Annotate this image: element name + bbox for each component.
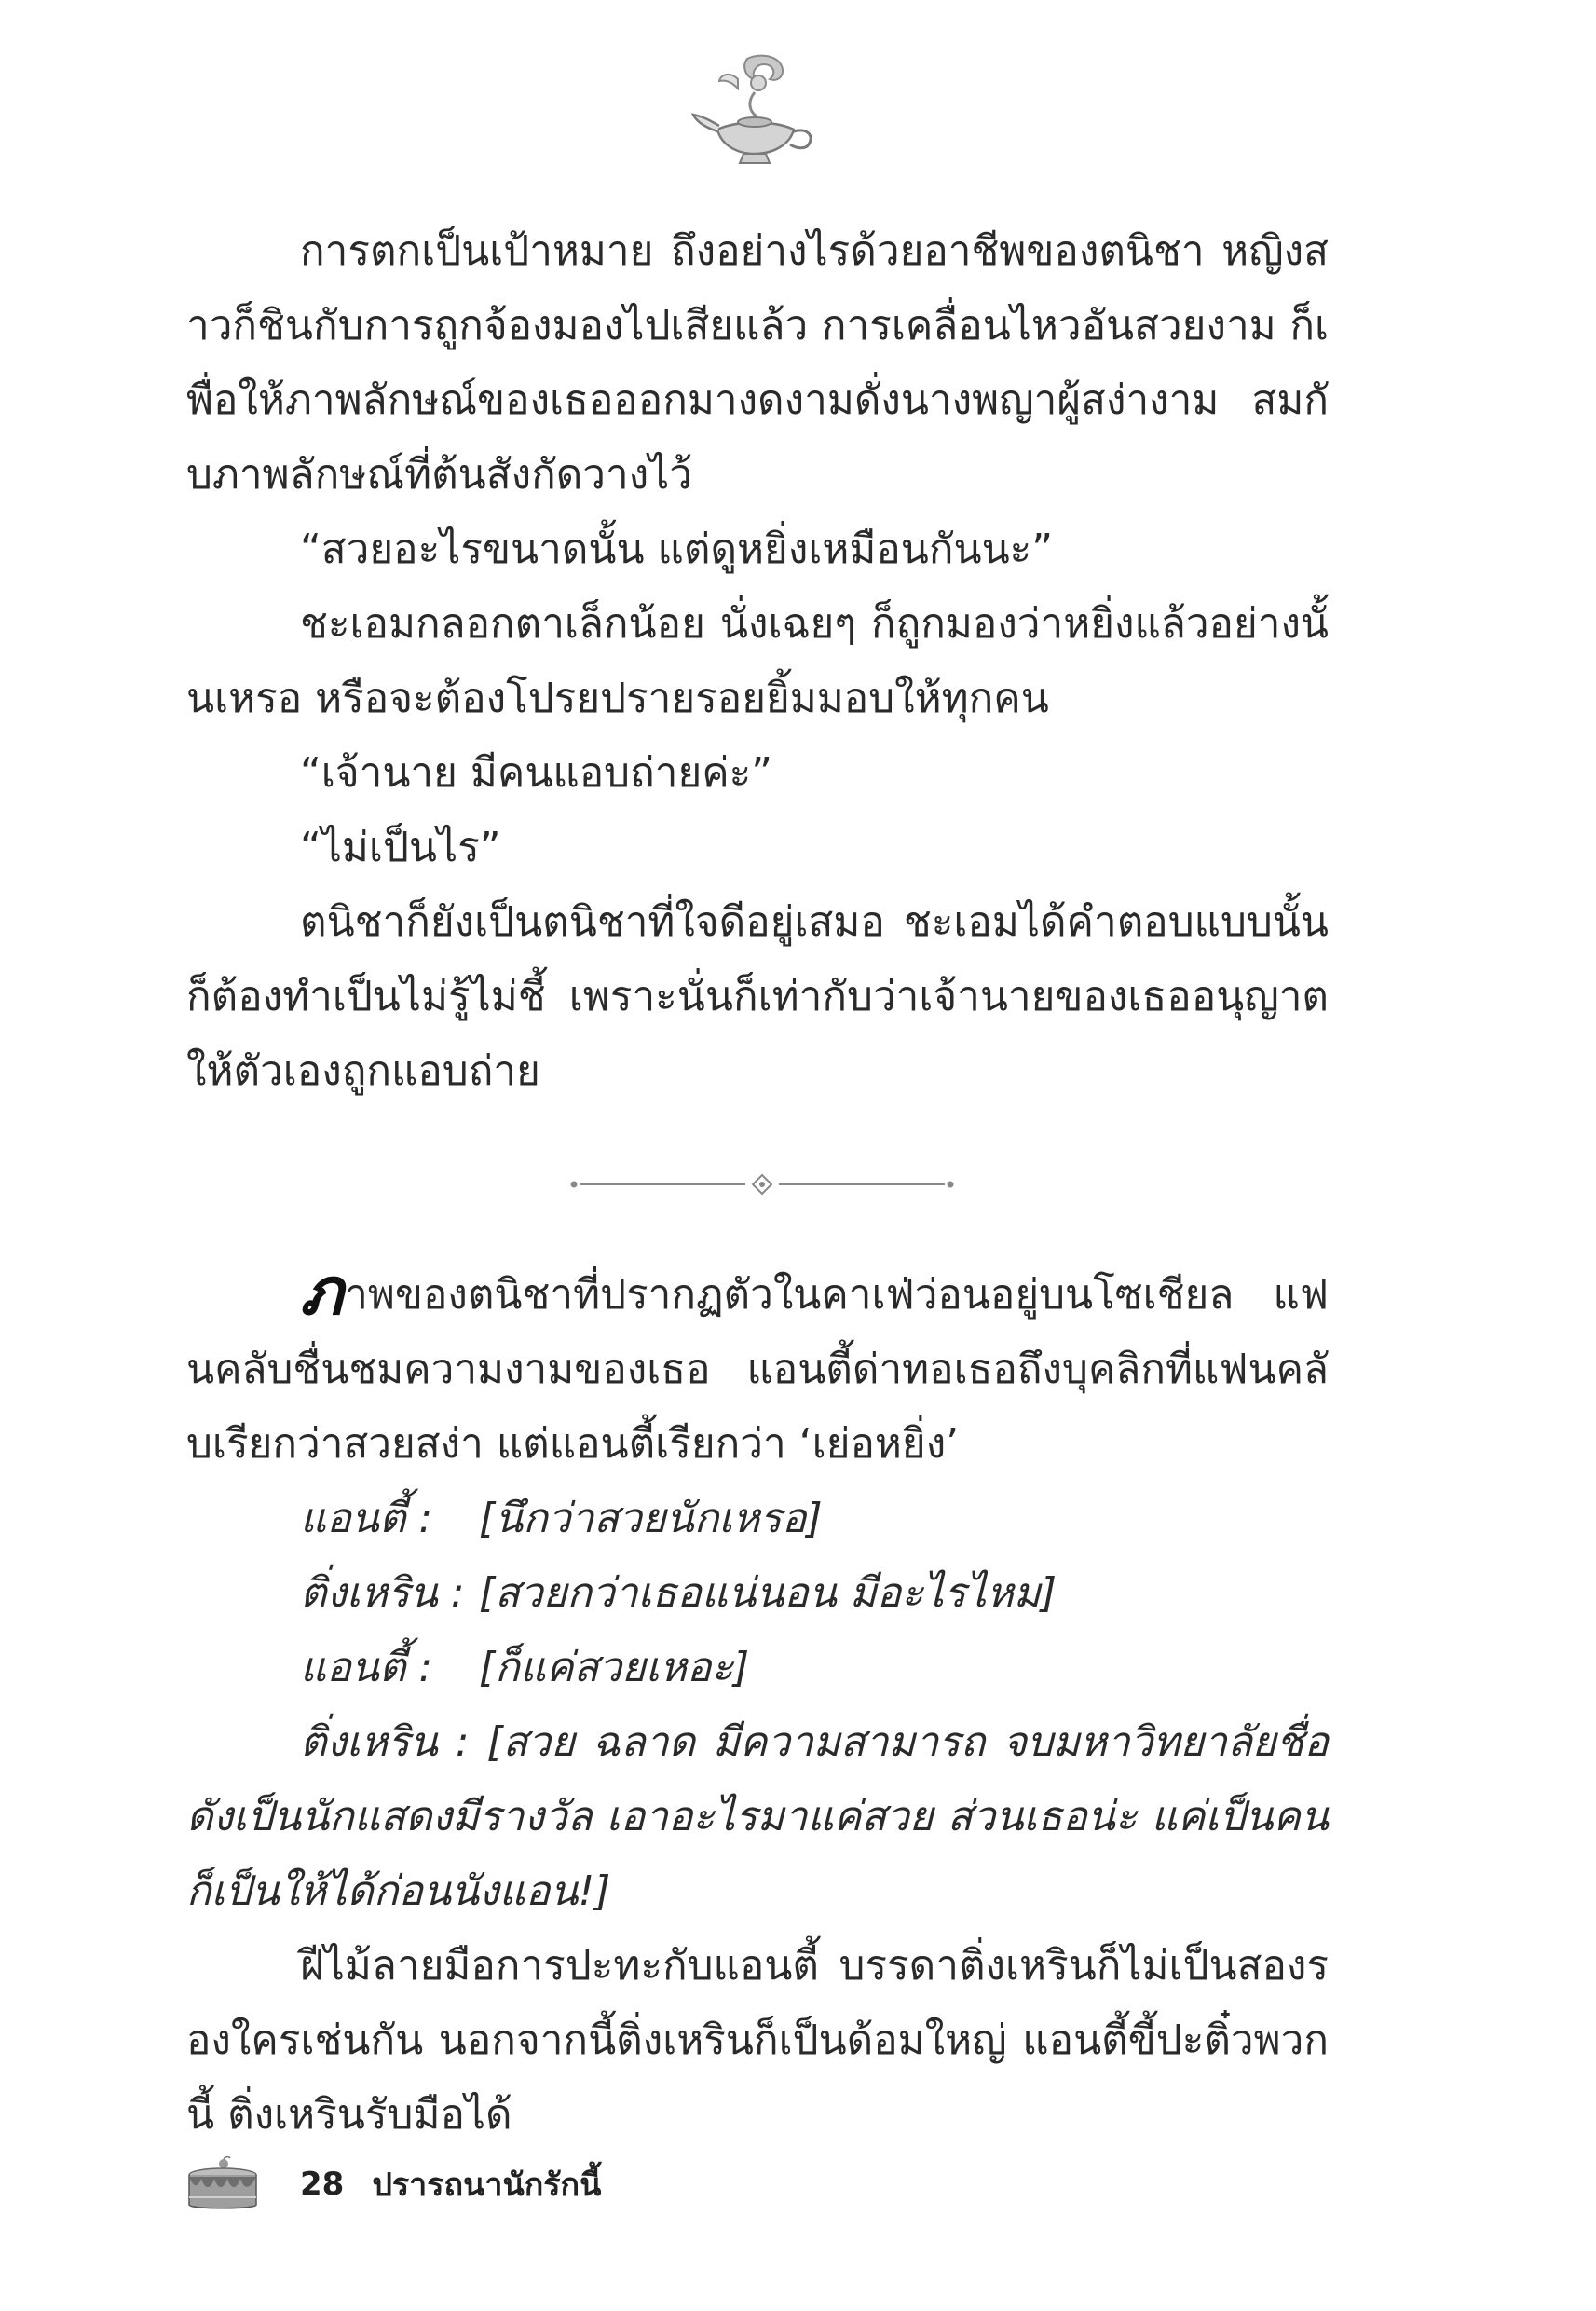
- ornamental-divider: [570, 1172, 954, 1197]
- chat-speaker: ติ่งเหริน :: [300, 1569, 465, 1617]
- section-2: [186, 1253, 1329, 2153]
- page-number: 28: [300, 2166, 345, 2203]
- chat-message: [สวยกว่าเธอแน่นอน มีอะไรไหม]: [479, 1569, 1057, 1617]
- cake-icon: [186, 2156, 259, 2212]
- paragraph-text: าพของตนิชาที่ปรากฏตัวในคาเฟ่ว่อนอยู่บนโซเชียล แฟนคลับชื่นชมความงามของเธอ แอนตี้ด่าทอเธอถึงบุคลิกที่แฟนคลับเรียกว่าสวยสง่า แต่แอนตี้เรียกว่า ‘เย่อหยิ่ง’: [186, 1271, 1329, 1468]
- chat-line: [186, 1482, 1329, 1556]
- page-footer: [186, 2147, 601, 2222]
- chat-speaker: แอนตี้ :: [300, 1644, 433, 1691]
- paragraph: ฝีไม้ลายมือการปะทะกับแอนตี้ บรรดาติ่งเหรินก็ไม่เป็นสองรองใครเช่นกัน นอกจากนี้ติ่งเหรินก็เป็นด้อมใหญ่ แอนตี้ขี้ปะติ๋วพวกนี้ ติ่งเหรินรับมือได้: [186, 1942, 1329, 2139]
- drop-cap: ภ: [300, 1253, 344, 1330]
- paragraph: ตนิชาก็ยังเป็นตนิชาที่ใจดีอยู่เสมอ ชะเอมได้คำตอบแบบนั้นก็ต้องทำเป็นไม่รู้ไม่ชี้ เพราะนั่นก็เท่ากับว่าเจ้านายของเธออนุญาตให้ตัวเองถูกแอบถ่าย: [186, 898, 1329, 1095]
- chat-line-long: ติ่งเหริน : [สวย ฉลาด มีความสามารถ จบมหาวิทยาลัยชื่อดังเป็นนักแสดงมีรางวัล เอาอะไรมาแค่สวย ส่วนเธอน่ะ แค่เป็นคนก็เป็นให้ได้ก่อนนังแอน!]: [186, 1718, 1329, 1915]
- chat-message: [นึกว่าสวยนักเหรอ]: [479, 1495, 823, 1542]
- dialogue-line: “เจ้านาย มีคนแอบถ่ายค่ะ”: [300, 749, 773, 797]
- dialogue-line: “สวยอะไรขนาดนั้น แต่ดูหยิ่งเหมือนกันนะ”: [300, 526, 1054, 573]
- section-1: [186, 214, 1329, 1109]
- paragraph: [186, 1253, 1329, 1482]
- chat-message: [ก็แค่สวยเหอะ]: [479, 1644, 750, 1691]
- book-title: ปรารถนานักรักนี้: [372, 2167, 602, 2204]
- dialogue-line: “ไม่เป็นไร”: [300, 824, 501, 871]
- paragraph: การตกเป็นเป้าหมาย ถึงอย่างไรด้วยอาชีพของตนิชา หญิงสาวก็ชินกับการถูกจ้องมองไปเสียแล้ว การเคลื่อนไหวอันสวยงาม ก็เพื่อให้ภาพลักษณ์ของเธอออกมางดงามดั่งนางพญาผู้สง่างาม สมกับภาพลักษณ์ที่ต้นสังกัดวางไว้: [186, 227, 1329, 499]
- chat-speaker: แอนตี้ :: [300, 1495, 433, 1542]
- paragraph: ชะเอมกลอกตาเล็กน้อย นั่งเฉยๆ ก็ถูกมองว่าหยิ่งแล้วอย่างนั้นเหรอ หรือจะต้องโปรยปรายรอยยิ้มมอบให้ทุกคน: [186, 600, 1329, 722]
- genie-lamp-cupid-icon: [689, 51, 820, 172]
- chat-line: [186, 1631, 1329, 1705]
- chat-line: [186, 1556, 1329, 1631]
